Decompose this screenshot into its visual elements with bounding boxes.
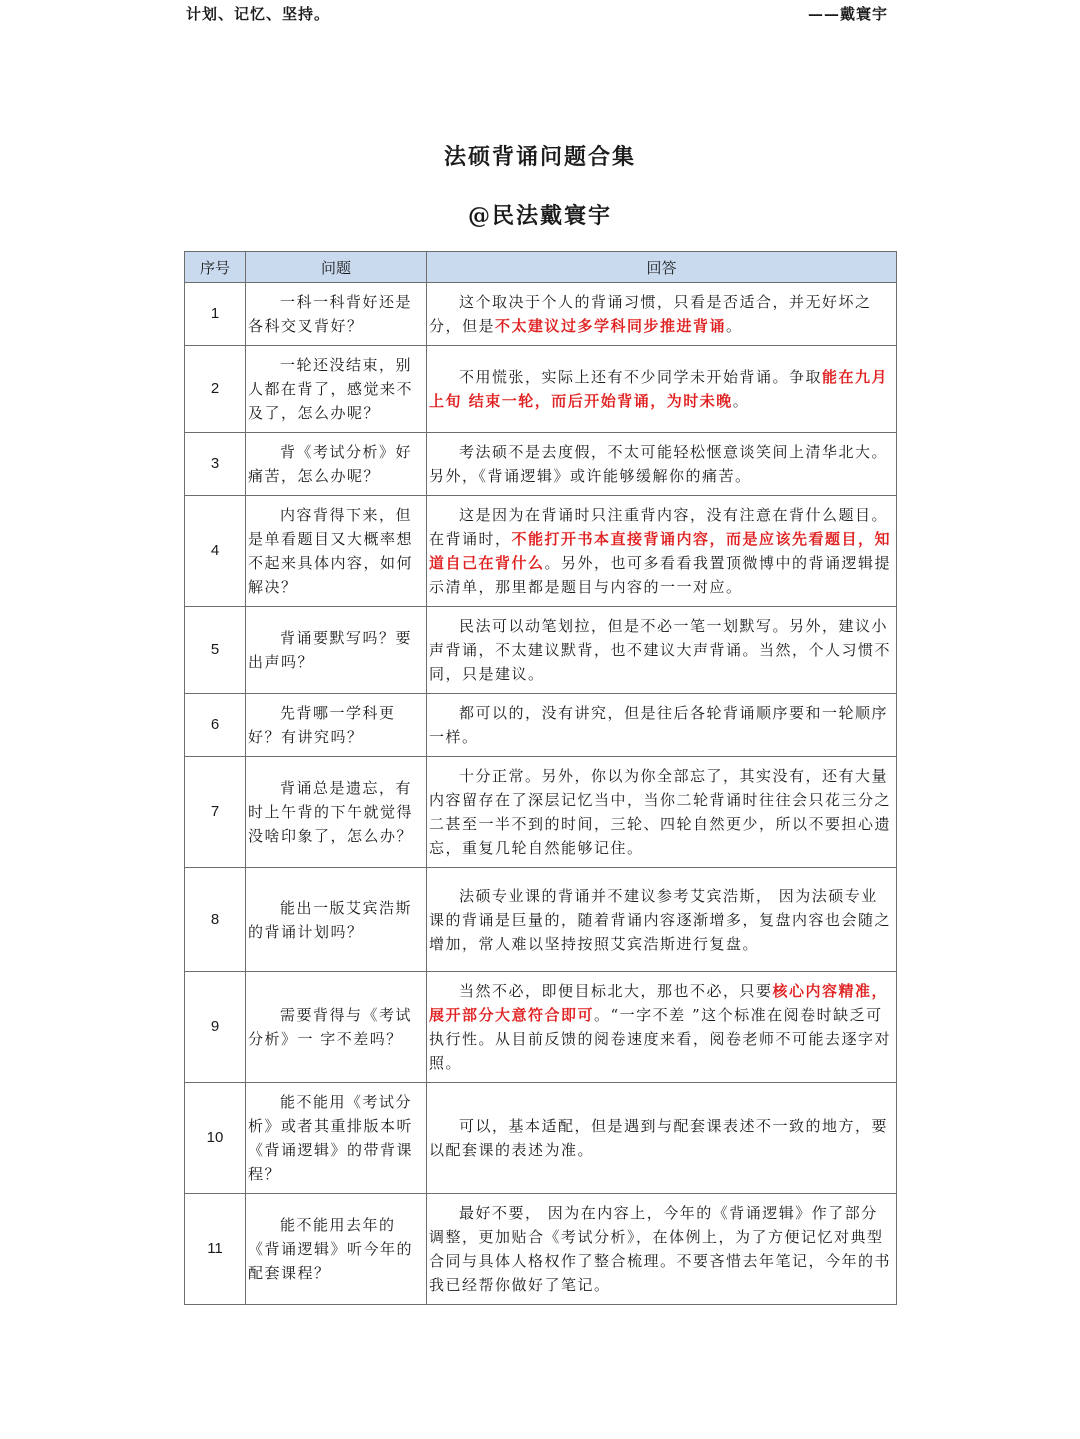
question-cell	[246, 433, 427, 496]
question-cell	[246, 607, 427, 694]
answer-highlight: 不太建议过多学科同步推进背诵	[495, 317, 727, 335]
answer-text: 民法可以动笔划拉，但是不必一笔一划默写。另外，建议小声背诵，不太建议默背，也不建议大声背诵。当然，个人习惯不同，只是建议。	[429, 617, 892, 683]
table-row	[185, 757, 897, 868]
header-author: ——戴寰宇	[807, 5, 888, 23]
question-cell	[246, 346, 427, 433]
question-cell	[246, 694, 427, 757]
question-text: 能不能用去年的《背诵逻辑》听今年的配套课程？	[248, 1216, 414, 1282]
row-number: 5	[185, 607, 246, 694]
answer-cell	[427, 1083, 897, 1194]
question-cell	[246, 972, 427, 1083]
question-text: 一科一科背好还是各科交叉背好？	[248, 293, 413, 335]
answer-text: 。另外，也可多看看我置顶微博中的背诵逻辑提示清单，那里都是题目与内容的一一对应。	[429, 554, 892, 596]
question-cell	[246, 757, 427, 868]
answer-highlight: 能在九月上旬 结束一轮，而后开始背诵，为时未晚	[429, 368, 889, 410]
answer-text: 最好不要， 因为在内容上，今年的《背诵逻辑》作了部分调整，更加贴合《考试分析》，在体例上，为了方便记忆对典型合同与具体人格权作了整合梳理。不要吝惜去年笔记，今年的书我已经帮你做好了笔记。	[429, 1204, 892, 1294]
table-row	[185, 346, 897, 433]
table-row	[185, 607, 897, 694]
question-cell	[246, 1194, 427, 1305]
question-cell	[246, 496, 427, 607]
row-number: 4	[185, 496, 246, 607]
row-number: 10	[185, 1083, 246, 1194]
table-row	[185, 1083, 897, 1194]
answer-text: 当然不必，即便目标北大，那也不必，只要	[459, 982, 773, 1000]
table-row	[185, 694, 897, 757]
answer-text: 这是因为在背诵时只注重背内容，没有注意在背什么题目。在背诵时，	[429, 506, 889, 548]
table-row	[185, 868, 897, 972]
row-number: 3	[185, 433, 246, 496]
question-text: 一轮还没结束，别人都在背了，感觉来不及了，怎么办呢？	[248, 356, 414, 422]
question-text: 能出一版艾宾浩斯的背诵计划吗？	[248, 898, 413, 941]
question-text: 需要背得与《考试分析》一 字不差吗？	[248, 1006, 413, 1048]
question-text: 背《考试分析》好痛苦，怎么办呢？	[248, 443, 413, 485]
question-text: 内容背得下来，但是单看题目又大概率想不起来具体内容，如何解决？	[248, 506, 414, 596]
row-number: 2	[185, 346, 246, 433]
question-text: 先背哪一学科更好？有讲究吗？	[248, 704, 396, 746]
col-header-number: 序号	[185, 252, 246, 283]
answer-text: 考法硕不是去度假，不太可能轻松惬意谈笑间上清华北大。另外，《背诵逻辑》或许能够缓解你的痛苦。	[429, 443, 889, 485]
answer-cell	[427, 972, 897, 1083]
question-cell	[246, 868, 427, 972]
row-number: 11	[185, 1194, 246, 1305]
page-title: 法硕背诵问题合集	[443, 144, 636, 170]
question-cell	[246, 1083, 427, 1194]
table-header-row	[185, 252, 897, 283]
answer-text: 。“一字不差 ”这个标准在阅卷时缺乏可执行性。从目前反馈的阅卷速度来看，阅卷老师不可能去逐字对照。	[429, 1006, 892, 1072]
table-row	[185, 283, 897, 346]
answer-cell	[427, 283, 897, 346]
row-number: 6	[185, 694, 246, 757]
answer-text: 。	[726, 317, 743, 335]
answer-cell	[427, 607, 897, 694]
answer-text: 可以，基本适配，但是遇到与配套课表述不一致的地方，要以配套课的表述为准。	[429, 1117, 889, 1159]
answer-text: 十分正常。另外，你以为你全部忘了，其实没有，还有大量内容留存在了深层记忆当中，当你二轮背诵时往往会只花三分之二甚至一半不到的时间，三轮、四轮自然更少，所以不要担心遗忘，重复几轮自然能够记住。	[429, 767, 892, 857]
row-number: 7	[185, 757, 246, 868]
answer-cell	[427, 757, 897, 868]
answer-text: 都可以的，没有讲究，但是往后各轮背诵顺序要和一轮顺序一样。	[429, 704, 889, 746]
row-number: 1	[185, 283, 246, 346]
answer-text: 这个取决于个人的背诵习惯，只看是否适合，并无好坏之分，但是	[429, 293, 872, 335]
table-row	[185, 1194, 897, 1305]
table-row	[185, 433, 897, 496]
question-text: 背诵要默写吗？要出声吗？	[248, 629, 413, 671]
page-subtitle: @民法戴寰宇	[467, 203, 612, 229]
answer-highlight: 不能打开书本直接背诵内容，而是应该先看题目，知道自己在背什么	[429, 530, 892, 572]
question-cell	[246, 283, 427, 346]
answer-text: 法硕专业课的背诵并不建议参考艾宾浩斯， 因为法硕专业课的背诵是巨量的，随着背诵内容逐渐增多，复盘内容也会随之增加，常人难以坚持按照艾宾浩斯进行复盘。	[429, 886, 892, 953]
col-header-question: 问题	[246, 252, 427, 283]
answer-cell	[427, 1194, 897, 1305]
col-header-answer: 回答	[427, 252, 897, 283]
answer-cell	[427, 694, 897, 757]
table-row	[185, 972, 897, 1083]
header-motto: 计划、记忆、坚持。	[186, 5, 331, 23]
question-text: 能不能用《考试分析》或者其重排版本听《背诵逻辑》的带背课程？	[248, 1093, 414, 1183]
answer-cell	[427, 868, 897, 972]
row-number: 9	[185, 972, 246, 1083]
answer-text: 。	[732, 392, 750, 410]
answer-cell	[427, 496, 897, 607]
answer-cell	[427, 433, 897, 496]
answer-text: 不用慌张，实际上还有不少同学未开始背诵。争取	[459, 368, 823, 386]
row-number: 8	[185, 868, 246, 972]
answer-highlight: 核心内容精准，展开部分大意符合即可	[429, 982, 889, 1024]
qa-table	[184, 251, 897, 1305]
answer-cell	[427, 346, 897, 433]
question-text: 背诵总是遗忘，有时上午背的下午就觉得没啥印象了，怎么办？	[248, 779, 414, 845]
table-row	[185, 496, 897, 607]
